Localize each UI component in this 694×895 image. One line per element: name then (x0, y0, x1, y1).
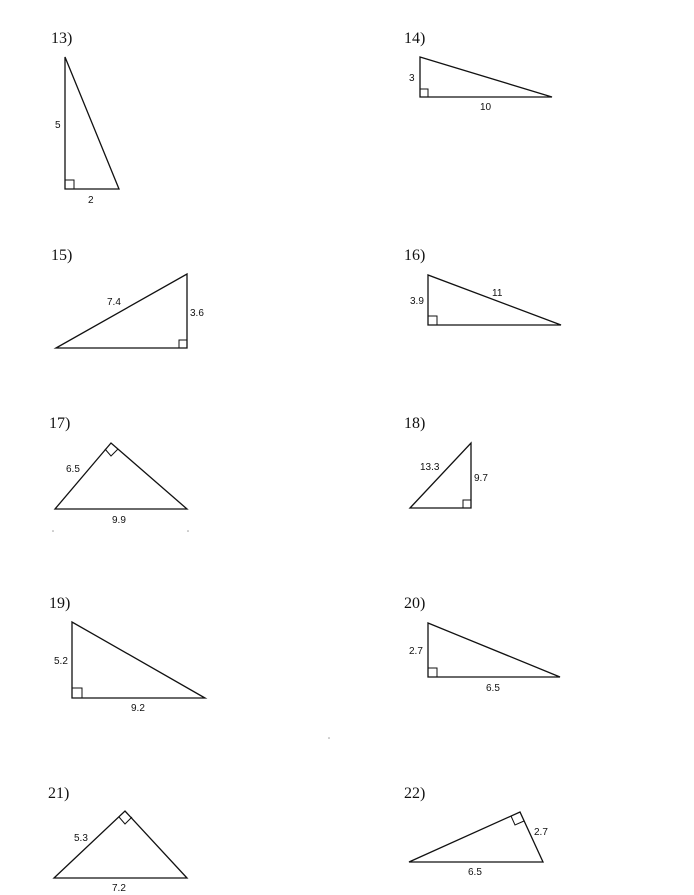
problem-14-number: 14) (404, 30, 426, 47)
triangle-16-label-hypotenuse: 11 (492, 288, 503, 299)
right-angle-mark (105, 449, 118, 456)
triangle-20 (409, 623, 560, 694)
problem-22-number: 22) (404, 785, 426, 802)
triangle-17-outline (55, 443, 187, 509)
problem-16-number: 16) (404, 247, 426, 264)
triangle-20-label-leg-vertical: 2.7 (409, 646, 423, 657)
triangle-15 (56, 274, 204, 348)
triangle-18-label-leg-vertical: 9.7 (474, 473, 488, 484)
right-angle-mark (72, 688, 82, 698)
right-angle-mark (420, 89, 428, 97)
triangle-16-label-leg-vertical: 3.9 (410, 296, 424, 307)
triangle-22-outline (409, 812, 543, 862)
triangle-18 (410, 443, 488, 508)
triangle-22 (409, 812, 548, 878)
triangle-18-outline (410, 443, 471, 508)
scan-speck (187, 530, 189, 532)
triangle-17-label-hypotenuse: 9.9 (112, 515, 126, 526)
problem-20-number: 20) (404, 595, 426, 612)
right-angle-mark (428, 668, 437, 677)
scan-speck (52, 530, 54, 532)
problem-13-number: 13) (51, 30, 73, 47)
triangle-18-label-hypotenuse: 13.3 (420, 462, 440, 473)
triangle-17 (55, 443, 187, 526)
right-angle-mark (119, 817, 132, 824)
triangle-15-label-hypotenuse: 7.4 (107, 297, 121, 308)
triangle-20-outline (428, 623, 560, 677)
problem-15-number: 15) (51, 247, 73, 264)
problem-21-number: 21) (48, 785, 70, 802)
triangle-16 (410, 275, 561, 325)
triangle-19-label-leg-vertical: 5.2 (54, 656, 68, 667)
triangle-19 (54, 622, 205, 714)
scan-speck (328, 737, 330, 739)
right-angle-mark (428, 316, 437, 325)
triangle-14-label-leg-vertical: 3 (409, 73, 415, 84)
problem-18-number: 18) (404, 415, 426, 432)
triangle-20-label-leg-horizontal: 6.5 (486, 683, 500, 694)
problem-19-number: 19) (49, 595, 71, 612)
triangle-19-outline (72, 622, 205, 698)
triangle-22-label-leg-short: 2.7 (534, 827, 548, 838)
triangle-16-outline (428, 275, 561, 325)
triangle-22-label-hypotenuse: 6.5 (468, 867, 482, 878)
triangle-14 (409, 57, 552, 113)
triangle-13-outline (65, 57, 119, 189)
triangle-14-label-leg-horizontal: 10 (480, 102, 492, 113)
right-angle-mark (179, 340, 187, 348)
triangle-13-label-leg-vertical: 5 (55, 120, 61, 131)
triangle-14-outline (420, 57, 552, 97)
triangle-15-outline (56, 274, 187, 348)
triangle-19-label-leg-horizontal: 9.2 (131, 703, 145, 714)
problem-17-number: 17) (49, 415, 71, 432)
triangle-13-label-leg-horizontal: 2 (88, 195, 94, 206)
triangle-21 (54, 811, 187, 894)
triangle-21-label-hypotenuse: 7.2 (112, 883, 126, 894)
triangle-15-label-leg-vertical: 3.6 (190, 308, 204, 319)
triangle-21-label-leg: 5.3 (74, 833, 88, 844)
triangle-17-label-leg: 6.5 (66, 464, 80, 475)
triangle-21-outline (54, 811, 187, 878)
right-angle-mark (463, 500, 471, 508)
triangle-13 (55, 57, 119, 206)
right-angle-mark (65, 180, 74, 189)
